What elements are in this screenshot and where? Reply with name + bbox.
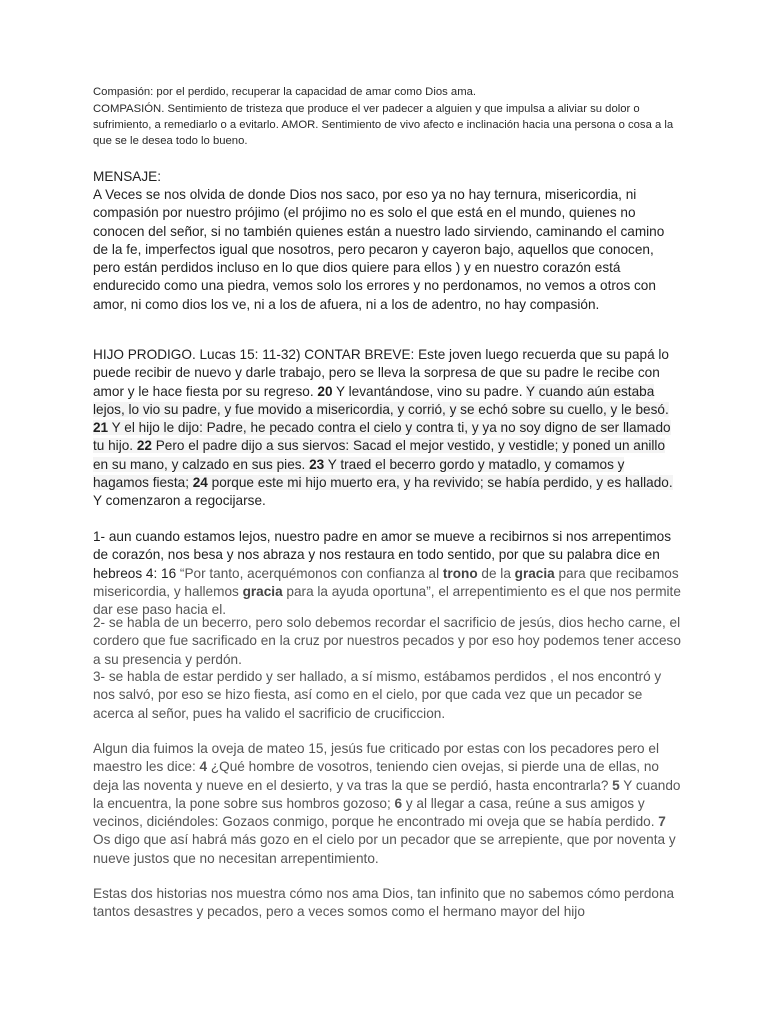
verse-4-text: ¿Qué hombre de vosotros, teniendo cien ovejas, si pierde una de ellas, no deja las noventa y nueve en el desierto, y va tras la que se perdió, hasta encontrarla?: [93, 759, 659, 793]
verse-21-number: 21: [93, 420, 109, 436]
point-1-text: 1- aun cuando estamos lejos, nuestro padre en amor se mueve a recibirnos si nos arrepentimos de corazón, nos besa y nos abraza y nos restaura en todo sentido, por que su palabra dice en hebreos 4: 16: [93, 529, 672, 581]
verse-6-text: y al llegar a casa, reúne a sus amigos y vecinos, diciéndoles: Gozaos conmigo, porque he encontrado mi oveja que se había perdido.: [93, 795, 659, 830]
hebreos-quote-d: para la ayuda oportuna”, el arrepentimiento es el que nos permite dar ese paso hacia el.: [93, 583, 681, 618]
verse-6-number: 6: [394, 795, 403, 811]
oveja-intro: Algun dia fuimos la oveja de mateo 15, jesús fue criticado por estas con los pecadores pero el maestro les dice:: [93, 741, 659, 775]
mensaje-heading: MENSAJE:: [93, 169, 161, 184]
oveja-paragraph: [93, 740, 683, 868]
verse-23-text: Y traed el becerro gordo y matadlo, y comamos y hagamos fiesta;: [93, 456, 625, 491]
hebreos-quote-c: para que recibamos misericordia, y hallemos: [93, 565, 679, 599]
verse-24-number: 24: [192, 475, 208, 491]
verse-5-number: 5: [612, 777, 620, 793]
intro-line: Compasión: por el perdido, recuperar la capacidad de amar como Dios ama.: [93, 86, 477, 98]
verse-23-number: 23: [309, 456, 325, 472]
mensaje-paragraph: A Veces se nos olvida de donde Dios nos saco, por eso ya no hay ternura, misericordia, ni compasión por nuestro prójimo (el prójimo no es solo el que está en el mundo, quienes no conocen del señor, si no también quienes están a nuestro lado sirviendo, caminando el camino de la fe, imperfectos igual que nosotros, pero pecaron y cayeron bajo, aquellos que conocen, pero están perdidos incluso en lo que dios quiere para ellos ) y en nuestro corazón está endurecido como una piedra, vemos solo los errores y no perdonamos, no vemos a otros con amor, ni como dios los ve, ni a los de afuera, ni a los de adentro, no hay compasión.: [93, 187, 665, 312]
verse-20-text-b: Y cuando aún estaba lejos, lo vio su padre, y fue movido a misericordia, y corrió, y se echó sobre su cuello, y le besó.: [93, 383, 669, 417]
prodigo-paragraph: [93, 346, 683, 511]
hebreos-quote-b: de la: [477, 565, 515, 581]
verse-20-number: 20: [317, 383, 333, 399]
verse-24-text: porque este mi hijo muerto era, y ha revivido; se había perdido, y es hallado.: [207, 475, 673, 491]
verse-7-text: Os digo que así habrá más gozo en el cielo por un pecador que se arrepiente, que por noventa y nueve justos que no necesitan arrepentimiento.: [93, 832, 676, 866]
word-gracia-2: gracia: [242, 583, 283, 599]
point-2: 2- se habla de un becerro, pero solo debemos recordar el sacrificio de jesús, dios hecho carne, el cordero que fue sacrificado en la cruz por nuestros pecados y por eso hoy podemos tener acceso a su presencia y perdón.: [93, 615, 681, 667]
verse-5-text: Y cuando la encuentra, la pone sobre sus hombros gozoso;: [93, 777, 681, 811]
word-trono: trono: [442, 565, 478, 581]
verse-20-text-a: Y levantándose, vino su padre.: [332, 383, 527, 399]
point-1: [93, 528, 683, 619]
hebreos-quote-a: “Por tanto, acerquémonos con confianza al: [179, 565, 443, 581]
closing-paragraph: Estas dos historias nos muestra cómo nos ama Dios, tan infinito que no sabemos cómo perdona tantos desastres y pecados, pero a veces somos como el hermano mayor del hijo: [93, 886, 675, 920]
definition-paragraph: COMPASIÓN. Sentimiento de tristeza que produce el ver padecer a alguien y que impulsa a aliviar su dolor o sufrimiento, a remediarlo o a evitarlo. AMOR. Sentimiento de vivo afecto e inclinación hacia una persona o cosa a la que se le desea todo lo bueno.: [93, 103, 674, 147]
verse-21-text: Y el hijo le dijo: Padre, he pecado contra el cielo y contra ti, y ya no soy digno de ser llamado tu hijo.: [93, 420, 671, 454]
verse-24-tail: Y comenzaron a regocijarse.: [93, 493, 266, 509]
verse-22-text: Pero el padre dijo a sus siervos: Sacad el mejor vestido, y vestidle; y poned un anillo en su mano, y calzado en sus pies.: [93, 438, 666, 472]
point-3: 3- se habla de estar perdido y ser hallado, a sí mismo, estábamos perdidos , el nos encontró y nos salvó, por eso se hizo fiesta, así como en el cielo, por que cada vez que un pecador se acerca al señor, pues ha valido el sacrificio de crucificcion.: [93, 669, 662, 721]
verse-4-number: 4: [199, 759, 208, 775]
word-gracia-1: gracia: [514, 565, 555, 581]
verse-7-number: 7: [658, 814, 666, 830]
prodigo-intro: HIJO PRODIGO. Lucas 15: 11-32) CONTAR BREVE: Este joven luego recuerda que su papá lo puede recibir de nuevo y darle trabajo, pero se lleva la sorpresa de que su padre le recibe con amor y le hace fiesta por su regreso.: [93, 347, 669, 399]
verse-22-number: 22: [136, 438, 152, 454]
